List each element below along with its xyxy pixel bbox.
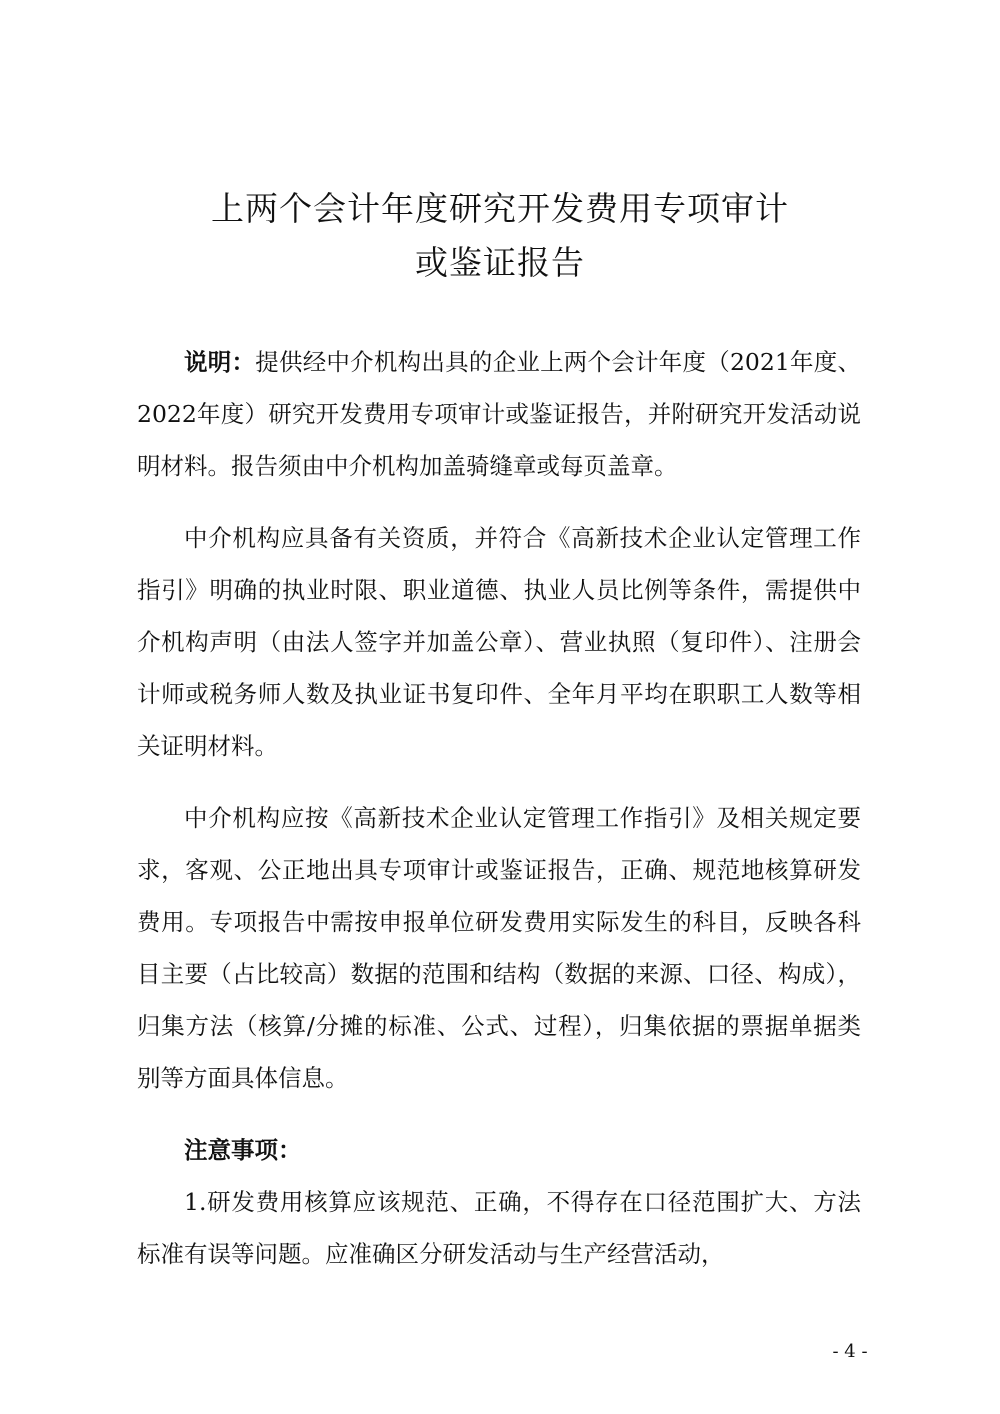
notice-item-1: 1.研发费用核算应该规范、正确，不得存在口径范围扩大、方法标准有误等问题。应准确区分研发活动与生产经营活动， <box>137 1188 861 1268</box>
title-line-1: 上两个会计年度研究开发费用专项审计 <box>211 189 789 228</box>
title-line-2: 或鉴证报告 <box>415 243 585 282</box>
page-number: - 4 - <box>832 1341 868 1362</box>
document-body <box>137 336 861 1280</box>
qualification-paragraph: 中介机构应具备有关资质，并符合《高新技术企业认定管理工作指引》明确的执业时限、职业道德、执业人员比例等条件，需提供中介机构声明（由法人签字并加盖公章）、营业执照（复印件）、注册会计师或税务师人数及执业证书复印件、全年月平均在职职工人数等相关证明材料。 <box>137 524 861 760</box>
notice-heading: 注意事项： <box>184 1136 302 1164</box>
document-title <box>0 182 1000 290</box>
note-label: 说明： <box>184 348 256 376</box>
requirements-paragraph: 中介机构应按《高新技术企业认定管理工作指引》及相关规定要求，客观、公正地出具专项审计或鉴证报告，正确、规范地核算研发费用。专项报告中需按申报单位研发费用实际发生的科目，反映各科目主要（占比较高）数据的范围和结构（数据的来源、口径、构成），归集方法（核算/分摊的标准、公式、过程），归集依据的票据单据类别等方面具体信息。 <box>137 804 861 1092</box>
note-text: 提供经中介机构出具的企业上两个会计年度（2021年度、2022年度）研究开发费用专项审计或鉴证报告，并附研究开发活动说明材料。报告须由中介机构加盖骑缝章或每页盖章。 <box>137 348 861 480</box>
note-paragraph <box>137 336 861 492</box>
